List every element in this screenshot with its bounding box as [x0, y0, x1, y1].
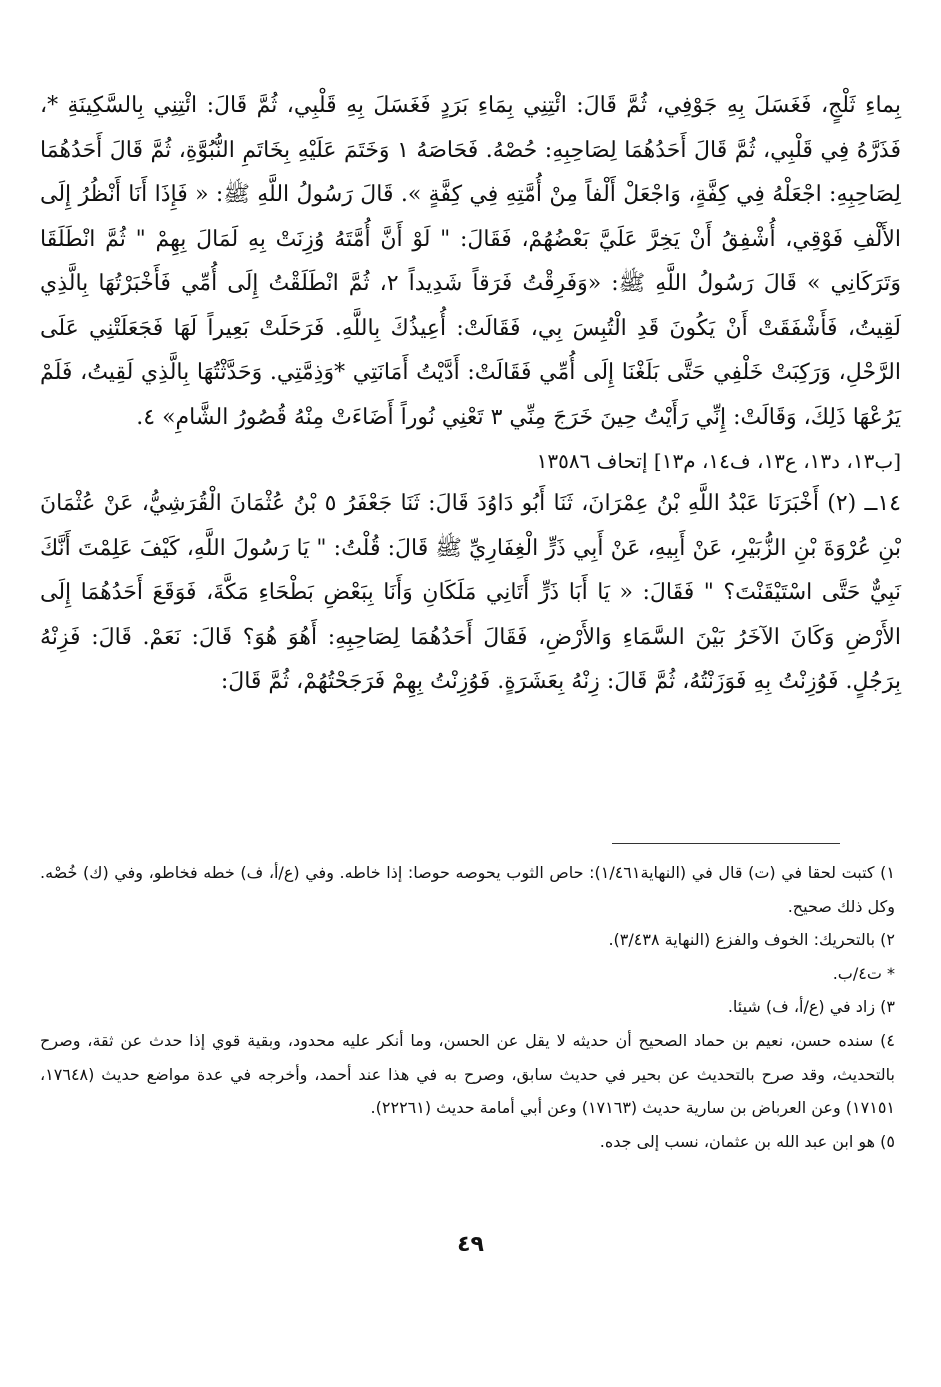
hadith-paragraph-1: بِماءِ ثَلْجٍ، فَغَسَلَ بِهِ جَوْفِي، ثُمَّ قَالَ: ائْتِنِي بِمَاءِ بَرَدٍ فَغَسَلَ بِهِ قَلْبِي، ثُمَّ قَالَ: ائْتِنِي بِالسَّكِينَةِ *، فَذَرَّهُ فِي قَلْبِي، ثُمَّ قَالَ أَحَدُهُمَا لِصَاحِبِهِ: حُصْهُ. فَحَاصَهُ ١ وَخَتَمَ عَلَيْهِ بِخَاتَمِ النُّبُوَّةِ، ثُمَّ قَالَ أَحَدُهُمَا لِصَاحِبِهِ: اجْعَلْهُ فِي كِفَّةٍ، وَاجْعَلْ أَلْفاً مِنْ أُمَّتِهِ فِي كِفَّةٍ ». قَالَ رَسُولُ اللَّهِ ﷺ: « فَإِذَا أَنَا أَنْظُرُ إِلَى الأَلْفِ فَوْقِي، أُشْفِقُ أَنْ يَخِرَّ عَلَيَّ بَعْضُهُمْ، فَقَالَ: " لَوْ أَنَّ أُمَّتَهُ وُزِنَتْ بِهِ لَمَالَ بِهِمْ " ثُمَّ انْطَلَقَا وَتَرَكَانِي » قَالَ رَسُولُ اللَّهِ ﷺ: «وَفَرِقْتُ فَرَقاً شَدِيداً ٢، ثُمَّ انْطَلَقْتُ إِلَى أُمِّي فَأَخْبَرْتُهَا بِالَّذِي لَقِيتُ، فَأَشْفَقَتْ أَنْ يَكُونَ قَدِ الْتُبِسَ بِي، فَقَالَتْ: أُعِيذُكَ بِاللَّهِ. فَرَحَلَتْ بَعِيراً لَهَا فَجَعَلَتْنِي عَلَى الرَّحْلِ، وَرَكِبَتْ خَلْفِي حَتَّى بَلَغْنَا إِلَى أُمِّي فَقَالَتْ: أَدَّيْتُ أَمَانَتِي *وَذِمَّتِي. وَحَدَّثْتُهَا بِالَّذِي لَقِيتُ، فَلَمْ يَرُعْهَا ذَلِكَ، وَقَالَتْ: إِنِّي رَأَيْتُ حِينَ خَرَجَ مِنِّي ٣ تَعْنِي نُوراً أَضَاءَتْ مِنْهُ قُصُورُ الشَّامِ» ٤. — [40, 93, 901, 430]
footnote-5: ٥) هو ابن عبد الله بن عثمان، نسب إلى جده. — [599, 1131, 895, 1151]
hadith-paragraph-2: ١٤ــ (٢) أَخْبَرَنَا عَبْدُ اللَّهِ بْنُ عِمْرَانَ، ثَنَا أَبُو دَاوُدَ قَالَ: ثَنَا جَعْفَرُ ٥ بْنُ عُثْمَانَ الْقُرَشِيُّ، عَنْ عُثْمَانَ بْنِ عُرْوَةَ بْنِ الزُّبَيْرِ، عَنْ أَبِيهِ، عَنْ أَبِي ذَرٍّ الْغِفَارِيِّ ﷺ قَالَ: قُلْتُ: " يَا رَسُولَ اللَّهِ، كَيْفَ عَلِمْتَ أَنَّكَ نَبِيٌّ حَتَّى اسْتَيْقَنْتَ؟ " فَقَالَ: « يَا أَبَا ذَرٍّ أَتَانِي مَلَكَانِ وَأَنَا بِبَعْضِ بَطْحَاءِ مَكَّةَ، فَوَقَعَ أَحَدُهُمَا إِلَى الأَرْضِ وَكَانَ الآخَرُ بَيْنَ السَّمَاءِ وَالأَرْضِ، فَقَالَ أَحَدُهُمَا لِصَاحِبِهِ: أَهُوَ هُوَ؟ قَالَ: نَعَمْ. قَالَ: فَزِنْهُ بِرَجُلٍ. فَوُزِنْتُ بِهِ فَوَزَنْتُهُ، ثُمَّ قَالَ: زِنْهُ بِعَشَرَةٍ. فَوُزِنْتُ بِهِمْ فَرَجَحْتُهُمْ، ثُمَّ قَالَ: — [40, 491, 901, 694]
hadith-reference-line: [ب١٣، د١٣، ع١٣، ف١٤، م١٣] إتحاف ١٣٥٨٦ — [536, 449, 901, 473]
footnote-2: ٢) بالتحريك: الخوف والفزع (النهاية ٣/٤٣٨). — [608, 930, 895, 950]
page-number: ٤٩ — [457, 1232, 484, 1257]
footnote-divider — [612, 843, 840, 844]
footnote-4: ٤) سنده حسن، نعيم بن حماد الصحيح أن حديثه لا يقل عن الحسن، وما أنكر عليه محدود، وبقية قوي إذا حدث عن ثقة، وصرح بالتحديث، وقد صرح بالتحديث عن بحير في حديث سابق، وصرح به في هذا عند أحمد، وأخرجه في عدة مواضع حديث (١٧٦٤٨، ١٧١٥١) وعن العرباض بن سارية حديث (١٧١٦٣) وعن أبي أمامة حديث (٢٢٢٦١). — [40, 1030, 895, 1118]
footnote-star: * ت٤/ب. — [832, 963, 895, 983]
footnote-1: ١) كتبت لحقا في (ت) قال في (النهاية١/٤٦١): حاص الثوب يحوصه حوصا: إذا خاطه. وفي (ع/أ، ف) خطه فخاطو، وفي (ك) خُصْه. وكل ذلك صحيح. — [40, 863, 895, 916]
main-text-body — [40, 84, 901, 705]
footnotes-section — [40, 856, 895, 1158]
footnote-3: ٣) زاد في (ع/أ، ف) شيئا. — [727, 997, 895, 1017]
